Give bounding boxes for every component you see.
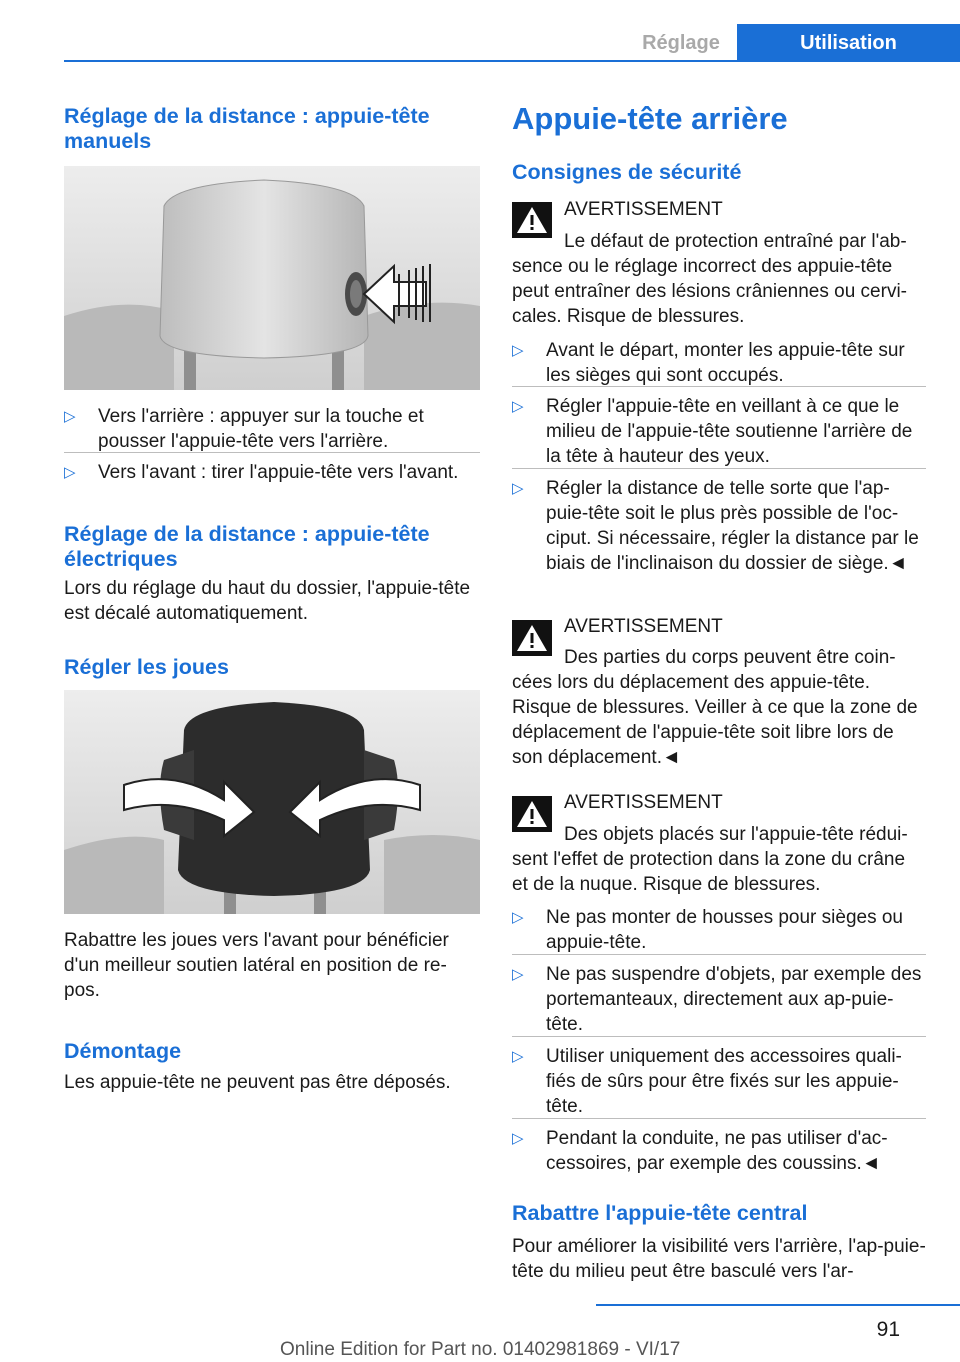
triangle-bullet-icon: ▷ [512, 966, 524, 983]
divider [512, 954, 926, 955]
edition-footer: Online Edition for Part no. 01402981869 - VI/17 [280, 1339, 681, 1360]
section-text-electric: Lors du réglage du haut du dossier, l'appuie-tête est décalé automatiquement. [64, 578, 471, 624]
triangle-bullet-icon: ▷ [512, 398, 524, 415]
list-item: ▷ Vers l'avant : tirer l'appuie-tête vers l'avant. [64, 462, 459, 483]
main-title: Appuie-tête arrière [512, 101, 788, 136]
divider [512, 1118, 926, 1119]
central-text: Pour améliorer la visibilité vers l'arrière, l'ap-puie-tête du milieu peut être basculé vers l'ar- [512, 1236, 926, 1282]
list-item: ▷ Ne pas monter de housses pour sièges ou appuie-tête. [512, 907, 903, 953]
tab-reglage[interactable]: Réglage [642, 32, 720, 54]
headrest-manual-figure [64, 166, 480, 390]
section-text-removal: Les appuie-tête ne peuvent pas être déposés. [64, 1072, 451, 1093]
page-number: 91 [876, 1318, 900, 1341]
list-item: ▷ Vers l'arrière : appuyer sur la touche et pousser l'appuie-tête vers l'arrière. [64, 406, 424, 452]
section-title-cheeks: Régler les joues [64, 655, 229, 679]
warning-label: AVERTISSEMENT [564, 616, 723, 637]
headrest-cheeks-figure [64, 690, 480, 914]
triangle-bullet-icon: ▷ [64, 464, 76, 481]
tab-utilisation[interactable]: Utilisation [737, 24, 960, 62]
section-text-cheeks: Rabattre les joues vers l'avant pour bénéficier d'un meilleur soutien latéral en position de re-pos. [64, 930, 449, 1001]
section-title-removal: Démontage [64, 1039, 182, 1063]
triangle-bullet-icon: ▷ [512, 1048, 524, 1065]
list-item: ▷ Avant le départ, monter les appuie-tête sur les sièges qui sont occupés. [512, 340, 905, 386]
footer-rule [596, 1304, 960, 1306]
central-title: Rabattre l'appuie-tête central [512, 1201, 808, 1225]
warning-text: Des objets placés sur l'appuie-tête rédui-sent l'effet de protection dans la zone du crâne et de la nuque. Risque de blessures. [512, 824, 908, 895]
warning-label: AVERTISSEMENT [564, 199, 723, 220]
list-item: ▷ Pendant la conduite, ne pas utiliser d'ac-cessoires, par exemple des coussins.◄ [512, 1128, 888, 1174]
triangle-bullet-icon: ▷ [512, 1130, 524, 1147]
list-item: ▷ Régler l'appuie-tête en veillant à ce que le milieu de l'appuie-tête soutienne l'arrière de la tête à hauteur des yeux. [512, 396, 913, 467]
warning-label: AVERTISSEMENT [564, 792, 723, 813]
warning-text: Le défaut de protection entraîné par l'ab-sence ou le réglage incorrect des appuie-tête peut entraîner des lésions crâniennes ou cervi-cales. Risque de blessures. [512, 231, 908, 327]
list-item: ▷ Utiliser uniquement des accessoires quali-fiés de sûrs pour être fixés sur les appuie-tête. [512, 1046, 902, 1117]
list-item: ▷ Ne pas suspendre d'objets, par exemple des portemanteaux, directement aux ap-puie-tête. [512, 964, 922, 1035]
triangle-bullet-icon: ▷ [512, 480, 524, 497]
triangle-bullet-icon: ▷ [64, 408, 76, 425]
triangle-bullet-icon: ▷ [512, 342, 524, 359]
divider [512, 1036, 926, 1037]
safety-title: Consignes de sécurité [512, 160, 742, 184]
section-title-electric: Réglage de la distance : appuie-tête électriques [64, 522, 430, 571]
divider [64, 452, 480, 453]
divider [512, 386, 926, 387]
list-item: ▷ Régler la distance de telle sorte que l'ap-puie-tête soit le plus près possible de l'oc-ciput. Si nécessaire, régler la distance par le biais de l'inclinaison du dossier de siège.◄ [512, 478, 919, 574]
warning-text: Des parties du corps peuvent être coin-cées lors du déplacement des appuie-tête. Risque de blessures. Veiller à ce que la zone de déplacement de l'appuie-tête soit libre lors de son déplacement.◄ [512, 647, 918, 768]
header-rule [64, 60, 960, 62]
divider [512, 468, 926, 469]
section-title-manual: Réglage de la distance : appuie-tête manuels [64, 104, 430, 153]
triangle-bullet-icon: ▷ [512, 909, 524, 926]
